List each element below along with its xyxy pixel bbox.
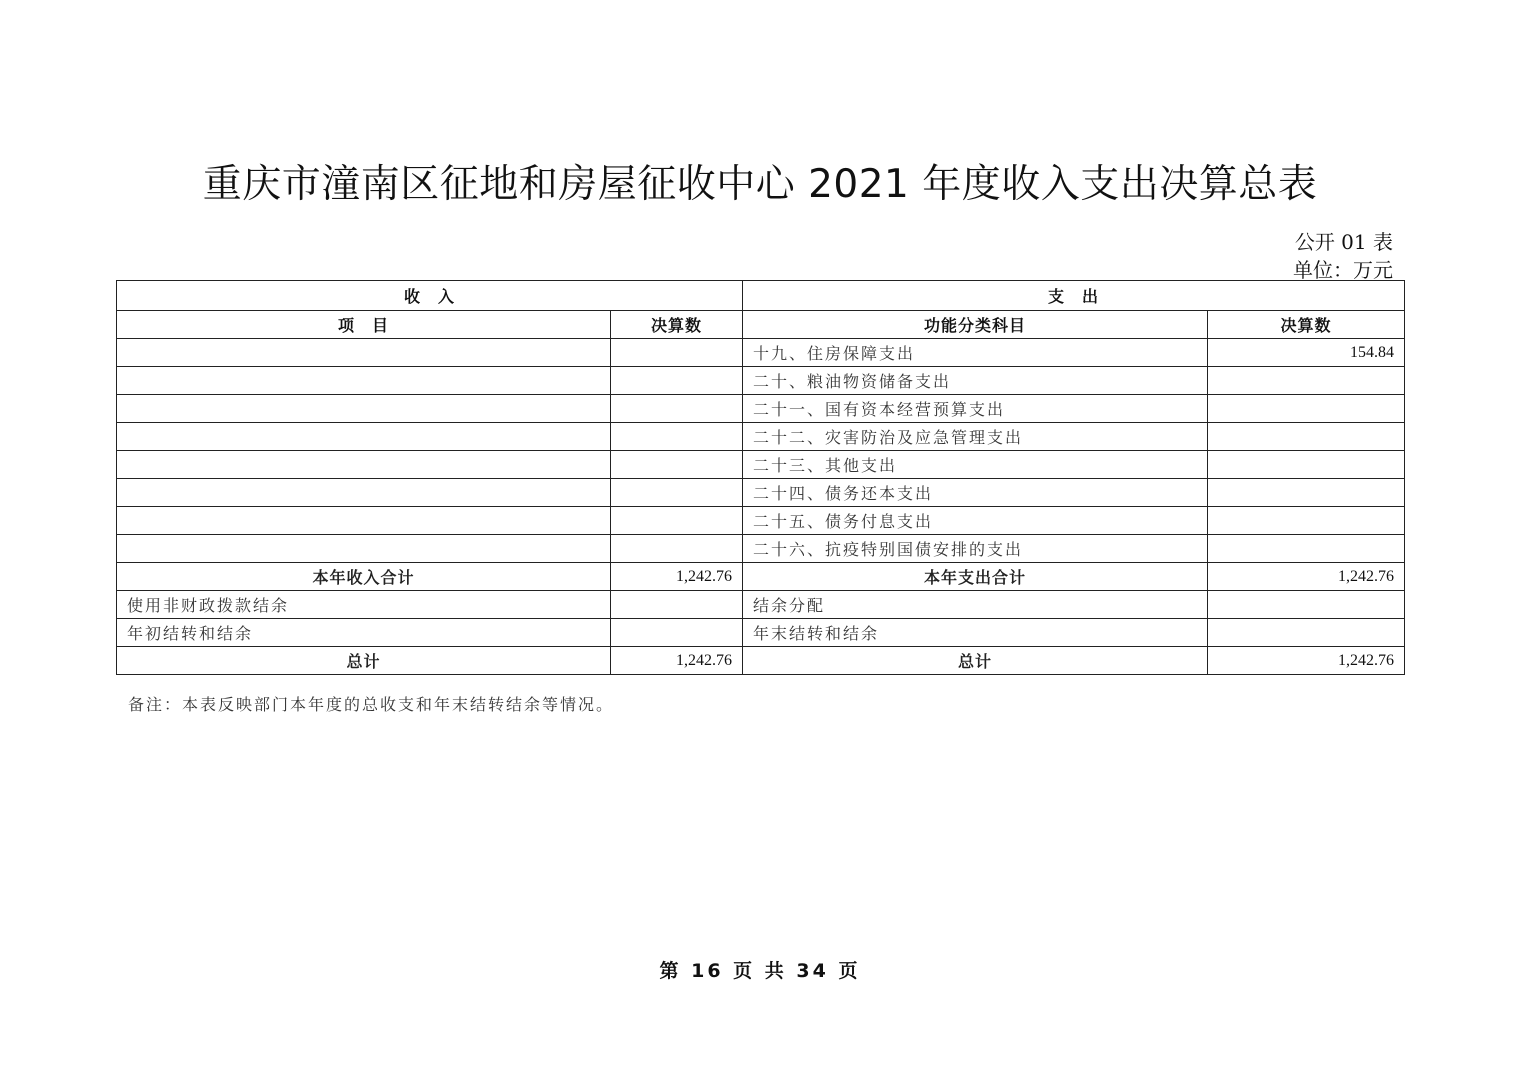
col-header-amount-right: 决算数 [1208,311,1405,339]
left-item: 年初结转和结余 [117,619,611,647]
expense-subtotal-label: 本年支出合计 [743,563,1208,591]
budget-table [116,280,1405,675]
left-amount [611,507,743,535]
col-header-amount-left: 决算数 [611,311,743,339]
table-note: 备注：本表反映部门本年度的总收支和年末结转结余等情况。 [128,695,615,714]
left-amount [611,591,743,619]
page-title: 重庆市潼南区征地和房屋征收中心 2021 年度收入支出决算总表 [202,162,1318,207]
table-row [117,507,1405,535]
income-subtotal-amount: 1,242.76 [611,563,743,591]
left-item [117,451,611,479]
col-header-item: 项 目 [117,311,611,339]
section-header-row [117,281,1405,311]
right-amount [1208,619,1405,647]
income-subtotal-label: 本年收入合计 [117,563,611,591]
left-amount [611,367,743,395]
right-item: 二十、粮油物资储备支出 [743,367,1208,395]
right-item: 二十五、债务付息支出 [743,507,1208,535]
table-row [117,395,1405,423]
column-header-row [117,311,1405,339]
expense-subtotal-amount: 1,242.76 [1208,563,1405,591]
unit-label: 单位：万元 [1293,258,1393,282]
expense-total-label: 总计 [743,647,1208,675]
form-number: 公开 01 表 [1294,230,1393,254]
income-total-label: 总计 [117,647,611,675]
left-amount [611,535,743,563]
table-row [117,535,1405,563]
left-item [117,507,611,535]
table-row [117,423,1405,451]
table-row [117,591,1405,619]
right-item: 二十二、灾害防治及应急管理支出 [743,423,1208,451]
right-amount [1208,591,1405,619]
right-item: 二十六、抗疫特别国债安排的支出 [743,535,1208,563]
table-row [117,479,1405,507]
right-item: 二十一、国有资本经营预算支出 [743,395,1208,423]
table-row [117,451,1405,479]
left-item [117,423,611,451]
left-item [117,479,611,507]
page-footer: 第 16 页 共 34 页 [659,960,861,982]
expense-total-amount: 1,242.76 [1208,647,1405,675]
right-amount [1208,423,1405,451]
right-amount: 154.84 [1208,339,1405,367]
right-amount [1208,507,1405,535]
right-amount [1208,479,1405,507]
right-amount [1208,535,1405,563]
table-row [117,619,1405,647]
right-amount [1208,451,1405,479]
right-item: 二十四、债务还本支出 [743,479,1208,507]
right-item: 二十三、其他支出 [743,451,1208,479]
col-header-function: 功能分类科目 [743,311,1208,339]
right-item: 十九、住房保障支出 [743,339,1208,367]
left-amount [611,423,743,451]
table-row [117,367,1405,395]
left-amount [611,619,743,647]
left-item [117,339,611,367]
right-item: 年末结转和结余 [743,619,1208,647]
left-amount [611,479,743,507]
left-amount [611,451,743,479]
left-amount [611,339,743,367]
right-item: 结余分配 [743,591,1208,619]
left-item: 使用非财政拨款结余 [117,591,611,619]
total-row [117,647,1405,675]
right-amount [1208,395,1405,423]
table-row [117,339,1405,367]
left-item [117,367,611,395]
income-header: 收 入 [117,281,743,311]
left-item [117,395,611,423]
subtotal-row [117,563,1405,591]
right-amount [1208,367,1405,395]
left-item [117,535,611,563]
expense-header: 支 出 [743,281,1405,311]
income-total-amount: 1,242.76 [611,647,743,675]
left-amount [611,395,743,423]
